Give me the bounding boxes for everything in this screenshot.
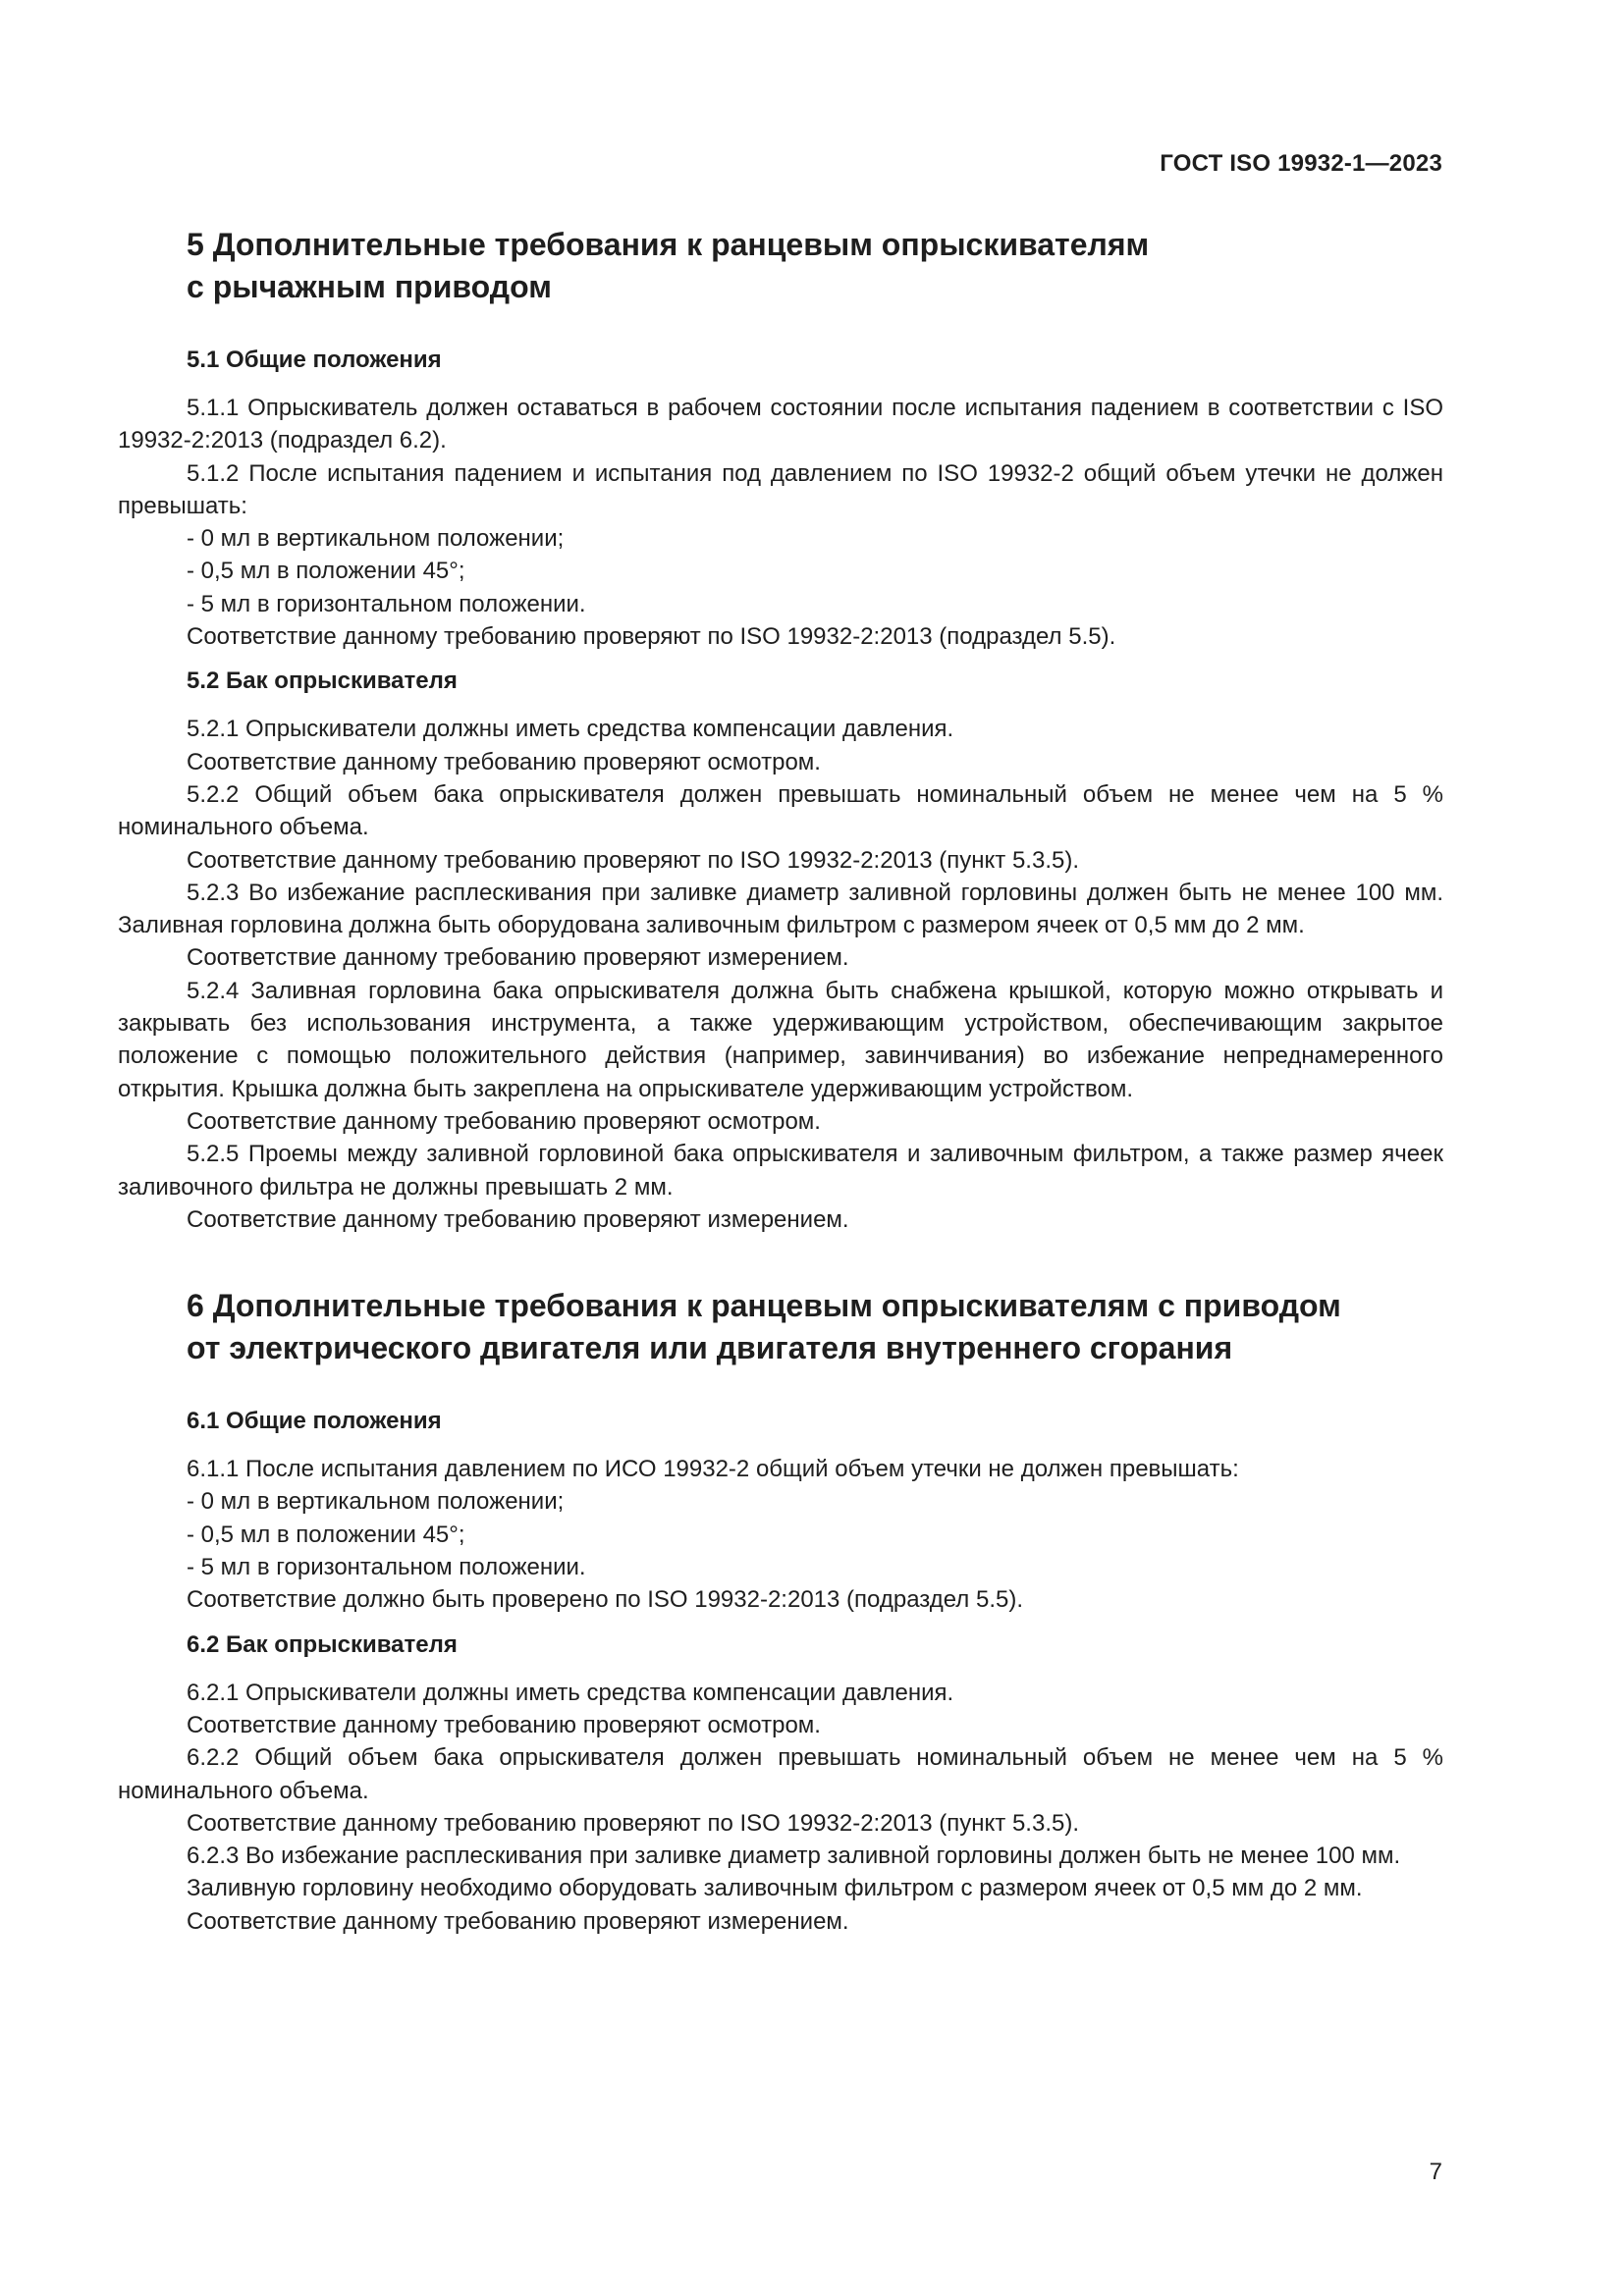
subsection-5-2-title: 5.2 Бак опрыскивателя [187,667,458,695]
compliance-note: Соответствие должно быть проверено по ISO 19932-2:2013 (подраздел 5.5). [187,1586,1023,1614]
section-5-title-line2: с рычажным приводом [187,269,552,304]
section-6-title-line2: от электрического двигателя или двигателя внутреннего сгорания [187,1330,1233,1366]
paragraph-6-2-3: 6.2.3 Во избежание расплескивания при заливке диаметр заливной горловины должен быть не менее 100 мм. [187,1842,1401,1870]
paragraph-5-2-4: 5.2.4 Заливная горловина бака опрыскивателя должна быть снабжена крышкой, которую можно открывать и закрывать без использования инструмента, а также удерживающим устройством, обеспечивающим закрытое положение с помощью положительного действия (например, завинчивания) во избежание непреднамеренного открытия. Крышка должна быть закреплена на опрыскивателе удерживающим устройством. [118,977,1443,1102]
paragraph-6-2-2: 6.2.2 Общий объем бака опрыскивателя должен превышать номинальный объем не менее чем на 5 % номинального объема. [118,1744,1443,1804]
compliance-note: Соответствие данному требованию проверяют по ISO 19932-2:2013 (подраздел 5.5). [187,623,1116,651]
page-body [118,224,1443,1938]
list-item: - 5 мл в горизонтальном положении. [187,1554,586,1581]
subsection-6-1-title: 6.1 Общие положения [187,1408,442,1435]
compliance-note: Соответствие данному требованию проверяют по ISO 19932-2:2013 (пункт 5.3.5). [187,846,1079,874]
section-6-title [187,1285,1443,1369]
section-5-title [187,224,1443,308]
list-item: - 5 мл в горизонтальном положении. [187,590,586,617]
paragraph-5-2-2: 5.2.2 Общий объем бака опрыскивателя должен превышать номинальный объем не менее чем на 5 % номинального объема. [118,780,1443,841]
list-item: - 0,5 мл в положении 45°; [187,1521,465,1548]
paragraph-5-1-2: 5.1.2 После испытания падением и испытания под давлением по ISO 19932-2 общий объем утечки не должен превышать: [118,459,1443,519]
subsection-6-2-title: 6.2 Бак опрыскивателя [187,1630,458,1658]
section-6-title-line1: 6 Дополнительные требования к ранцевым опрыскивателям с приводом [187,1288,1341,1324]
paragraph-5-2-5: 5.2.5 Проемы между заливной горловиной бака опрыскивателя и заливочным фильтром, а также размер ячеек заливочного фильтра не должны превышать 2 мм. [118,1141,1443,1201]
list-item: - 0 мл в вертикальном положении; [187,525,565,553]
list-item: - 0 мл в вертикальном положении; [187,1488,565,1516]
compliance-note: Соответствие данному требованию проверяют осмотром. [187,748,821,775]
paragraph-6-2-1: 6.2.1 Опрыскиватели должны иметь средства компенсации давления. [187,1679,954,1706]
page-number: 7 [1429,2159,1442,2185]
paragraph-6-1-1: 6.1.1 После испытания давлением по ИСО 19932-2 общий объем утечки не должен превышать: [187,1456,1239,1483]
paragraph-5-1-1: 5.1.1 Опрыскиватель должен оставаться в рабочем состоянии после испытания падением в соответствии с ISO 19932-2:2013 (подраздел 6.2). [118,395,1443,454]
subsection-5-1-title: 5.1 Общие положения [187,347,442,373]
compliance-note: Соответствие данному требованию проверяют измерением. [187,944,849,972]
compliance-note: Соответствие данному требованию проверяют измерением. [187,1907,849,1935]
list-item: - 0,5 мл в положении 45°; [187,558,465,585]
compliance-note: Соответствие данному требованию проверяют измерением. [187,1205,849,1233]
paragraph-5-2-1: 5.2.1 Опрыскиватели должны иметь средства компенсации давления. [187,716,954,743]
document-header: ГОСТ ISO 19932-1—2023 [1160,150,1442,177]
compliance-note: Соответствие данному требованию проверяют осмотром. [187,1711,821,1738]
section-5-title-line1: 5 Дополнительные требования к ранцевым опрыскивателям [187,227,1150,262]
paragraph-6-2-3-continued: Заливную горловину необходимо оборудовать заливочным фильтром с размером ячеек от 0,5 мм до 2 мм. [187,1875,1363,1902]
compliance-note: Соответствие данному требованию проверяют осмотром. [187,1107,821,1135]
compliance-note: Соответствие данному требованию проверяют по ISO 19932-2:2013 (пункт 5.3.5). [187,1809,1079,1837]
paragraph-5-2-3: 5.2.3 Во избежание расплескивания при заливке диаметр заливной горловины должен быть не менее 100 мм. Заливная горловина должна быть оборудована заливочным фильтром с размером ячеек от 0,5 мм до 2 мм. [118,879,1443,939]
